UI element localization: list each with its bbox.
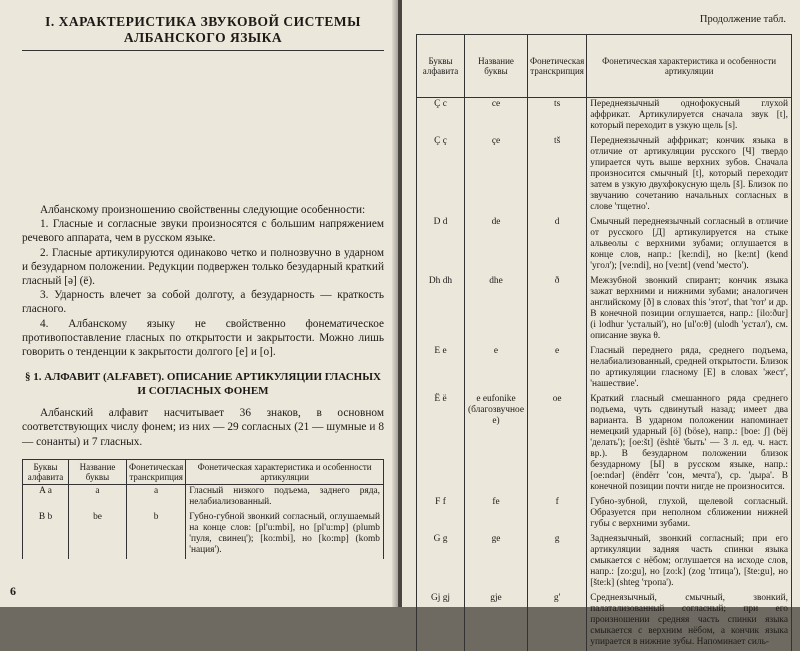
table-row: [417, 216, 792, 275]
cell-name: dhe: [465, 275, 528, 345]
header-description: Фонетическая характеристика и особенности артикуляции: [186, 459, 384, 484]
cell-letters: Ç c: [417, 98, 465, 136]
cell-transcription: f: [527, 496, 586, 533]
page-number: 6: [10, 584, 16, 598]
cell-name: gje: [465, 592, 528, 651]
cell-name: ce: [465, 98, 528, 136]
alphabet-table-left: [22, 459, 384, 559]
cell-name: ge: [465, 533, 528, 592]
point-4: 4. Албанскому языку не свойственно фонематическое противопоставление гласных по открытости и закрытости. Можно лишь говорить о тенденции к закрытости долгого [e] и [o].: [22, 317, 384, 359]
cell-transcription: ð: [527, 275, 586, 345]
table-row: [417, 345, 792, 393]
cell-description: Переднеязычный аффрикат; кончик языка в отличие от артикуляции русского [Ч] твердо упирается чуть выше верхних зубов. Сначала произносится смычный [t], который переходит затем в узкую двухфокусную щель [š]. Близок по звучанию сочетанию начальных согласных в слове 'тщетно'.: [587, 135, 792, 216]
cell-letters: G g: [417, 533, 465, 592]
header-transcription: Фонетическая транскрипция: [127, 459, 186, 484]
cell-name: fe: [465, 496, 528, 533]
header-letters: Буквы алфавита: [23, 459, 69, 484]
cell-transcription: g: [527, 533, 586, 592]
cell-description: Краткий гласный смешанного ряда среднего подъема, чуть сдвинутый назад; имеет два варианта. В ударном положении напоминает немецкий ударный [ö] (böse), напр.: [boe: ʃ] (bëj 'делать'); [oe:št] (është 'быть' — 3 л. ед. ч. наст. вр.). В безударном положении близок безударному [Ы] в русском языке, напр.: [oe:ndər] (ëndërr 'сон, мечта'), ср. 'дыра'. В конечной позиции почти нигде не произносится.: [587, 393, 792, 496]
cell-name: a: [69, 484, 127, 511]
cell-transcription: tš: [527, 135, 586, 216]
point-3: 3. Ударность влечет за собой долготу, а безударность — краткость гласного.: [22, 289, 384, 316]
point-2: 2. Гласные артикулируются одинаково четко и полнозвучно в ударном и безударном положении. Редукции подвержен только безударный краткий гласный [ə] (ë).: [22, 246, 384, 288]
table-continuation-label: Продолжение табл.: [699, 14, 786, 25]
left-page: [0, 0, 398, 607]
cell-letters: D d: [417, 216, 465, 275]
header-transcription: Фонетическая транскрипция: [527, 35, 586, 98]
cell-letters: A a: [23, 484, 69, 511]
cell-letters: Gj gj: [417, 592, 465, 651]
header-name: Название буквы: [465, 35, 528, 98]
header-letters: Буквы алфавита: [417, 35, 465, 98]
intro-paragraph: Албанскому произношению свойственны следующие особенности:: [40, 204, 366, 216]
cell-letters: Ç ç: [417, 135, 465, 216]
alphabet-table-wrap: [22, 459, 384, 599]
right-page: [402, 0, 800, 647]
cell-letters: E e: [417, 345, 465, 393]
table-header-row: [417, 35, 792, 98]
cell-name: çe: [465, 135, 528, 216]
cell-description: Губно-губной звонкий согласный, оглушаемый на конце слов: [pl'u:mbi], но [pl'u:mp] (plumb 'пуля, свинец'); [ko:mbi], но [ko:mp] (komb 'нация').: [186, 511, 384, 559]
cell-letters: F f: [417, 496, 465, 533]
blank-area: [22, 51, 384, 203]
chapter-title: [22, 14, 384, 46]
table-row: [417, 275, 792, 345]
cell-transcription: oe: [527, 393, 586, 496]
cell-name: be: [69, 511, 127, 559]
cell-transcription: b: [127, 511, 186, 559]
table-row: [417, 496, 792, 533]
cell-transcription: d: [527, 216, 586, 275]
cell-description: Смычный переднеязычный согласный в отличие от русского [Д] артикулируется на стыке альвеолы с верхними зубами; оглушается в конце слов, напр.: [ke:ndi], но [ke:nt] (kend 'угол'); [ve:ndi], но [ve:nt] (vend 'место').: [587, 216, 792, 275]
cell-description: Гласный низкого подъема, заднего ряда, нелабиализованный.: [186, 484, 384, 511]
table-row: [23, 511, 384, 559]
table-row: [417, 592, 792, 651]
intro-text: [22, 203, 384, 359]
section-title: § 1. АЛФАВИТ (ALFABET). ОПИСАНИЕ АРТИКУЛЯЦИИ ГЛАСНЫХ И СОГЛАСНЫХ ФОНЕМ: [25, 371, 381, 397]
header-description: Фонетическая характеристика и особенности артикуляции: [587, 35, 792, 98]
cell-name: e eufonike (благозвучное e): [465, 393, 528, 496]
cell-description: Среднеязычный, смычный, звонкий, палатализованный согласный; при его произношении средняя часть спинки языка смыкается с верхним нёбом, а кончик языка упирается в нижние зубы. Напоминает силь-: [587, 592, 792, 651]
cell-letters: B b: [23, 511, 69, 559]
cell-transcription: e: [527, 345, 586, 393]
chapter-title-line1: I. ХАРАКТЕРИСТИКА ЗВУКОВОЙ СИСТЕМЫ: [45, 14, 361, 29]
section-text: [22, 406, 384, 449]
table-row: [417, 135, 792, 216]
table-row: [417, 98, 792, 136]
cell-letters: Dh dh: [417, 275, 465, 345]
cell-description: Губно-зубной, глухой, щелевой согласный. Образуется при неполном сближении нижней губы с верхними зубами.: [587, 496, 792, 533]
table-row: [417, 393, 792, 496]
chapter-title-line2: АЛБАНСКОГО ЯЗЫКА: [123, 30, 283, 45]
section-paragraph: Албанский алфавит насчитывает 36 знаков, в основном соответствующих числу фонем; из них — 29 согласных (21 — шумные и 8 — сонанты) и 7 гласных.: [22, 407, 384, 448]
header-name: Название буквы: [69, 459, 127, 484]
cell-name: de: [465, 216, 528, 275]
table-row: [23, 484, 384, 511]
cell-description: Межзубной звонкий спирант; кончик языка зажат верхними и нижними зубами; аналогичен английскому [ð] в словах this 'этот', that 'тот' и др. В конечной позиции оглушается, напр.: [ilo:ður] (i lodhur 'усталый'), но [ul'o:θ] (ulodh 'устал'), см. описание звука θ.: [587, 275, 792, 345]
cell-description: Переднеязычный однофокусный глухой аффрикат. Артикулируется сначала звук [t], который переходит в узкую щель [s].: [587, 98, 792, 136]
table-row: [417, 533, 792, 592]
point-1: 1. Гласные и согласные звуки произносятся с большим напряжением речевого аппарата, чем в русском языке.: [22, 218, 384, 245]
cell-transcription: g': [527, 592, 586, 651]
table-header-row: [23, 459, 384, 484]
alphabet-table-right: [416, 34, 792, 651]
cell-description: Гласный переднего ряда, среднего подъема, нелабиализованный, средней открытости. Близок по артикуляции гласному [Е] в словах 'жест', 'нашествие'.: [587, 345, 792, 393]
cell-name: e: [465, 345, 528, 393]
cell-description: Заднеязычный, звонкий согласный; при его артикуляции задняя часть спинки языка смыкается с нёбом; оглушается на исходе слов, напр.: [zo:gu], но [zo:k] (zog 'птица'), [šte:gu], но [šte:k] (shteg 'тропа').: [587, 533, 792, 592]
cell-letters: Ë ë: [417, 393, 465, 496]
cell-transcription: ts: [527, 98, 586, 136]
cell-transcription: a: [127, 484, 186, 511]
